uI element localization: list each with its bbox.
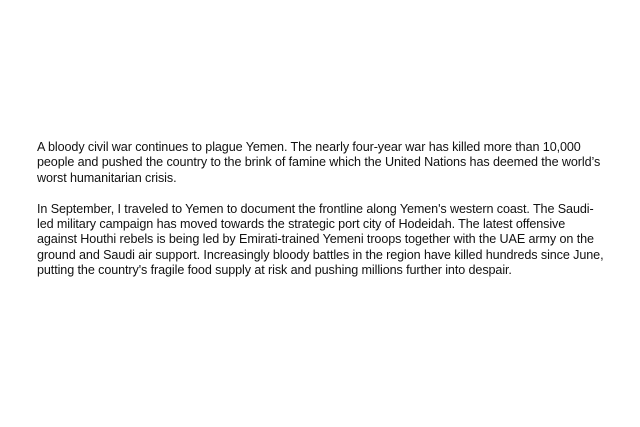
article-paragraph-2: In September, I traveled to Yemen to document the frontline along Yemen's western coast. The Saudi-led military campaign has moved towards the strategic port city of Hodeidah. The latest offensive against Houthi rebels is being led by Emirati-trained Yemeni troops together with the UAE army on the ground and Saudi air support. Increasingly bloody battles in the region have killed hundreds since June, putting the country's fragile food supply at risk and pushing millions further into despair. [37,201,604,278]
article-body [37,140,607,279]
article-paragraph-1: A bloody civil war continues to plague Yemen. The nearly four-year war has killed more than 10,000 people and pushed the country to the brink of famine which the United Nations has deemed the world’s worst humanitarian crisis. [37,140,601,185]
